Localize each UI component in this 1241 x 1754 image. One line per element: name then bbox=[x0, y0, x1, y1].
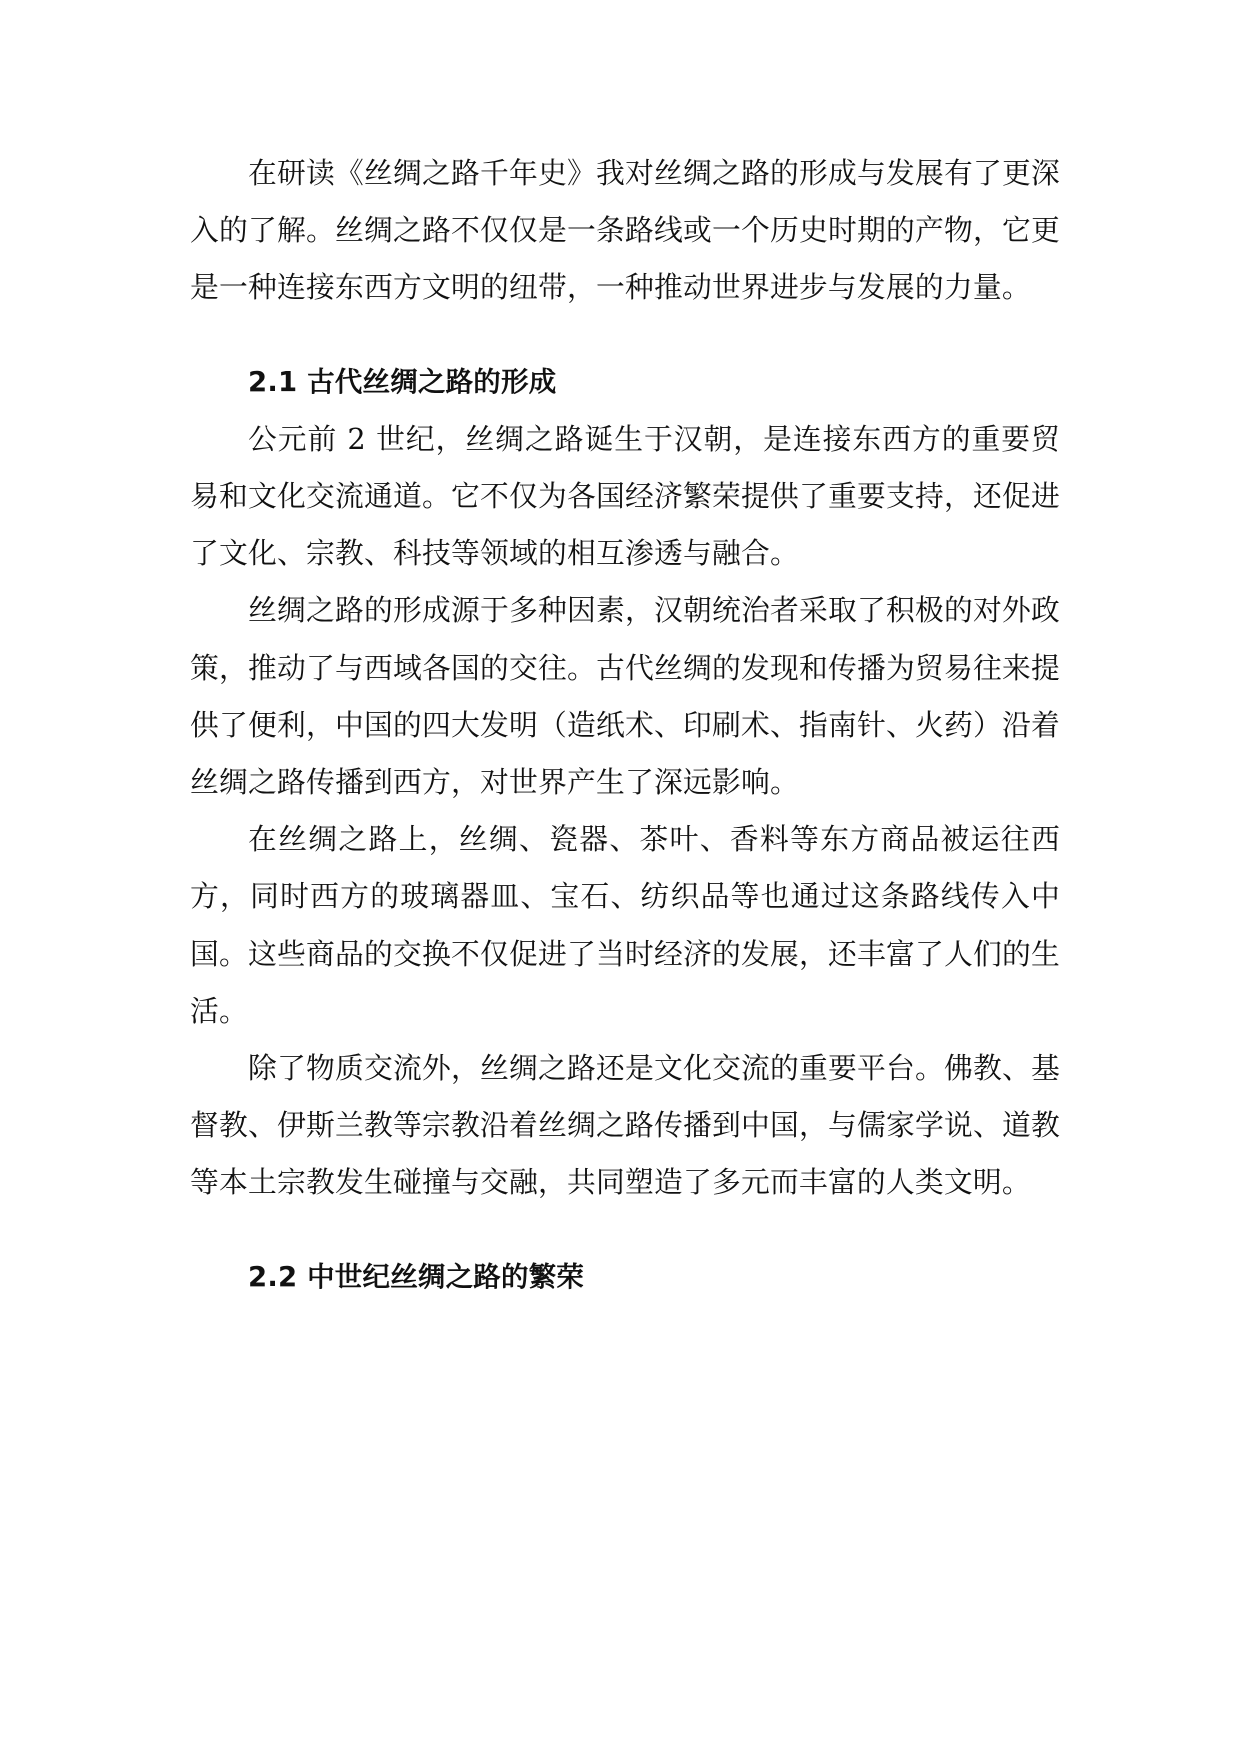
paragraph-2-1-3: 在丝绸之路上，丝绸、瓷器、茶叶、香料等东方商品被运往西方，同时西方的玻璃器皿、宝石、纺织品等也通过这条路线传入中国。这些商品的交换不仅促进了当时经济的发展，还丰富了人们的生活。 bbox=[190, 822, 1060, 1028]
paragraph-2-1-1: 公元前 2 世纪，丝绸之路诞生于汉朝，是连接东西方的重要贸易和文化交流通道。它不仅为各国经济繁荣提供了重要支持，还促进了文化、宗教、科技等领域的相互渗透与融合。 bbox=[190, 421, 1060, 571]
section-heading-2-1: 2.1 古代丝绸之路的形成 bbox=[248, 365, 557, 398]
section-heading-2-2: 2.2 中世纪丝绸之路的繁荣 bbox=[248, 1260, 585, 1293]
paragraph-2-1-4: 除了物质交流外，丝绸之路还是文化交流的重要平台。佛教、基督教、伊斯兰教等宗教沿着丝绸之路传播到中国，与儒家学说、道教等本土宗教发生碰撞与交融，共同塑造了多元而丰富的人类文明。 bbox=[190, 1051, 1060, 1200]
document-body bbox=[190, 145, 1060, 1306]
intro-paragraph: 在研读《丝绸之路千年史》我对丝绸之路的形成与发展有了更深入的了解。丝绸之路不仅仅是一条路线或一个历史时期的产物，它更是一种连接东西方文明的纽带，一种推动世界进步与发展的力量。 bbox=[190, 156, 1060, 305]
paragraph-2-1-2: 丝绸之路的形成源于多种因素，汉朝统治者采取了积极的对外政策，推动了与西域各国的交往。古代丝绸的发现和传播为贸易往来提供了便利，中国的四大发明（造纸术、印刷术、指南针、火药）沿着丝绸之路传播到西方，对世界产生了深远影响。 bbox=[190, 593, 1060, 800]
